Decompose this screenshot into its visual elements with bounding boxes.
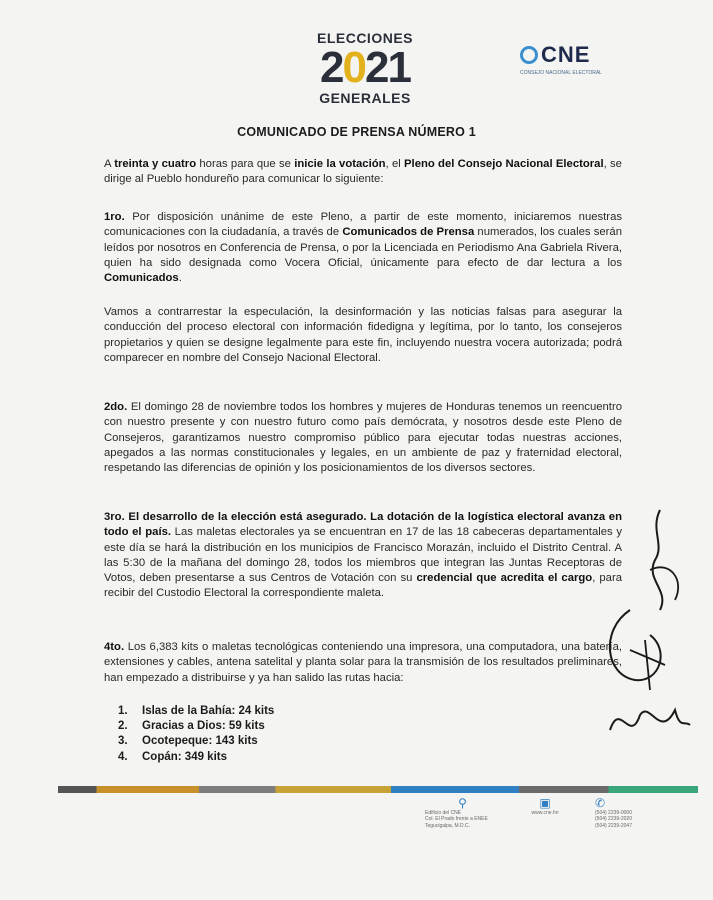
logo-year-21: 21 bbox=[365, 43, 410, 92]
list-number: 1. bbox=[118, 705, 128, 717]
footer-web bbox=[525, 796, 565, 816]
phone-number: (504) 2239-2020 bbox=[595, 816, 632, 822]
paragraph-3ro: 3ro. El desarrollo de la elección está asegurado. La dotación de la logística electoral avanza en todo el país. Las maletas electorales ya se encuentran en 17 de las 18 cabeceras departamentales y este día se hará la distribución en los municipios de Francisco Morazán, incluido el Distrito Central. A las 5:30 de la mañana del domingo 28, todos los miembros que integran las Juntas Receptoras de Votos, deben presentarse a sus Centros de Votación con su credencial que acredita el cargo, para recibir del Custodio Electoral la correspondiente maleta. bbox=[104, 511, 623, 600]
logo-year-0: 0 bbox=[342, 43, 365, 92]
phone-number: (504) 2239-2047 bbox=[595, 822, 632, 829]
web-address: www.cne.hn bbox=[531, 809, 559, 816]
intro-paragraph: A treinta y cuatro horas para que se inicie la votación, el Pleno del Consejo Nacional Electoral, se dirige al Pueblo hondureño para comunicar lo siguiente: bbox=[104, 158, 622, 186]
handwritten-signatures bbox=[590, 500, 700, 760]
list-text: Copán: 349 kits bbox=[142, 750, 227, 763]
list-number: 3. bbox=[118, 735, 128, 748]
cne-logo bbox=[520, 42, 620, 76]
list-item bbox=[118, 750, 418, 765]
logo-top-text: ELECCIONES bbox=[316, 30, 413, 46]
list-number: 4. bbox=[118, 750, 128, 763]
logo-year bbox=[300, 43, 430, 92]
paragraph-2do: 2do. El domingo 28 de noviembre todos los hombres y mujeres de Honduras tenemos un reencuentro con nuestro presente y con nuestro futuro como país demócrata, y nosotros desde este Pleno de Consejeros, garantizamos nuestro compromiso público para ejecutar todas nuestras acciones, apegados a las normas constitucionales y legales, en un ambiente de paz y fraternidad electoral, respetando las diferencias de opinión y los posicionamientos de los diversos sectores. bbox=[104, 401, 622, 475]
list-item bbox=[118, 734, 418, 749]
logo-year-2: 2 bbox=[320, 43, 343, 92]
footer-address bbox=[425, 796, 500, 829]
paragraph-1ro: 1ro. Por disposición unánime de este Pleno, a partir de este momento, iniciaremos nuestras comunicaciones con la ciudadanía, a través de Comunicados de Prensa numerados, los cuales serán leídos por nosotros en Conferencia de Prensa, o por la Licenciada en Periodismo Ana Gabriela Rivera, quien ha sido designada como Vocera Oficial, únicamente para efecto de dar lectura a los Comunicados. bbox=[104, 211, 622, 285]
web-icon: ▣ bbox=[539, 796, 551, 810]
list-number: 2. bbox=[118, 720, 128, 733]
kits-list bbox=[118, 704, 418, 765]
document-title: COMUNICADO DE PRENSA NÚMERO 1 bbox=[237, 125, 476, 139]
cne-logo-name: CNE bbox=[541, 42, 591, 67]
location-pin-icon: ⚲ bbox=[458, 796, 467, 810]
list-text: Islas de la Bahía: 24 kits bbox=[142, 705, 275, 717]
phone-number: (504) 2239-0000 bbox=[595, 809, 632, 816]
list-text: Ocotepeque: 143 kits bbox=[142, 735, 258, 748]
list-item bbox=[118, 704, 418, 719]
logo-bottom-text: GENERALES bbox=[319, 90, 411, 106]
cne-emblem-icon bbox=[520, 46, 538, 64]
footer-color-bar bbox=[58, 786, 698, 793]
list-text: Gracias a Dios: 59 kits bbox=[142, 720, 265, 733]
address-line: Tegucigalpa, M.D.C. bbox=[425, 822, 471, 829]
cne-logo-subtitle: CONSEJO NACIONAL ELECTORAL bbox=[520, 70, 602, 76]
footer-phones bbox=[595, 796, 655, 829]
address-line: Col. El Prado frente a ENEE bbox=[425, 816, 488, 822]
paragraph-4to: 4to. Los 6,383 kits o maletas tecnológicas conteniendo una impresora, una computadora, una batería, extensiones y cables, antena satelital y planta solar para la transmisión de los resultados preliminares, han empezado a distribuirse y ya han salido las rutas hacia: bbox=[104, 641, 622, 684]
address-line: Edificio del CNE bbox=[425, 809, 462, 816]
list-item bbox=[118, 719, 418, 734]
phone-icon: ✆ bbox=[595, 796, 606, 810]
paragraph-especulacion: Vamos a contrarrestar la especulación, la desinformación y las noticias falsas para asegurar la conducción del proceso electoral con información fidedigna y legítima, por lo tanto, los consejeros propietarios y quien se designe legalmente para este fin, incluyendo nuestra vocera autorizada; podrá comparecer en nombre del Consejo Nacional Electoral. bbox=[104, 306, 622, 364]
elecciones-2021-logo bbox=[300, 30, 430, 106]
